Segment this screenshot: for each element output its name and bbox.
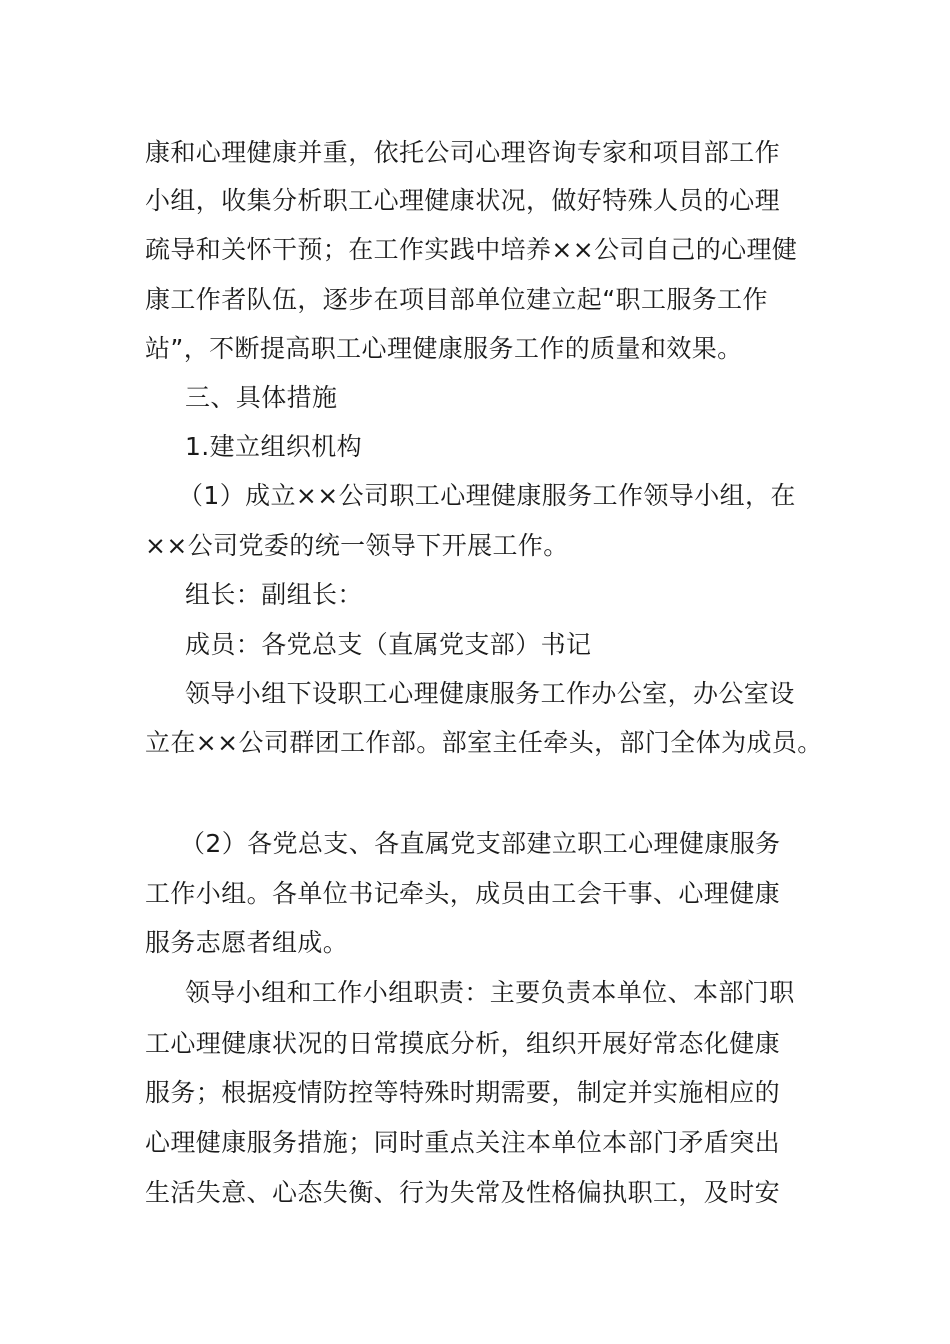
paragraph-line-3: 疏导和关怀干预；在工作实践中培养××公司自己的心理健: [145, 235, 798, 264]
paragraph-line-12: 领导小组下设职工心理健康服务工作办公室，办公室设: [185, 679, 795, 708]
paragraph-line-14: （2）各党总支、各直属党支部建立职工心理健康服务: [180, 829, 781, 858]
subsection-heading: 1.建立组织机构: [185, 432, 363, 461]
paragraph-line-17: 领导小组和工作小组职责：主要负责本单位、本部门职: [185, 978, 795, 1007]
members-line: 成员：各党总支（直属党支部）书记: [185, 630, 592, 659]
paragraph-line-8: （1）成立××公司职工心理健康服务工作领导小组，在: [178, 481, 796, 510]
section-heading: 三、具体措施: [185, 383, 338, 412]
paragraph-line-20: 心理健康服务措施；同时重点关注本单位本部门矛盾突出: [145, 1128, 781, 1157]
paragraph-line-1: 康和心理健康并重，依托公司心理咨询专家和项目部工作: [145, 138, 781, 167]
leader-line: 组长：副组长：: [185, 580, 363, 609]
paragraph-line-16: 服务志愿者组成。: [145, 928, 349, 957]
paragraph-line-4: 康工作者队伍，逐步在项目部单位建立起“职工服务工作: [145, 285, 768, 314]
paragraph-line-5: 站”，不断提高职工心理健康服务工作的质量和效果。: [145, 334, 743, 363]
paragraph-line-2: 小组，收集分析职工心理健康状况，做好特殊人员的心理: [145, 186, 781, 215]
paragraph-line-21: 生活失意、心态失衡、行为失常及性格偏执职工，及时安: [145, 1178, 781, 1207]
paragraph-line-9: ××公司党委的统一领导下开展工作。: [145, 531, 569, 560]
paragraph-line-19: 服务；根据疫情防控等特殊时期需要，制定并实施相应的: [145, 1078, 781, 1107]
paragraph-line-13: 立在××公司群团工作部。部室主任牵头，部门全体为成员。: [145, 728, 823, 757]
paragraph-line-15: 工作小组。各单位书记牵头，成员由工会干事、心理健康: [145, 879, 781, 908]
paragraph-line-18: 工心理健康状况的日常摸底分析，组织开展好常态化健康: [145, 1029, 781, 1058]
